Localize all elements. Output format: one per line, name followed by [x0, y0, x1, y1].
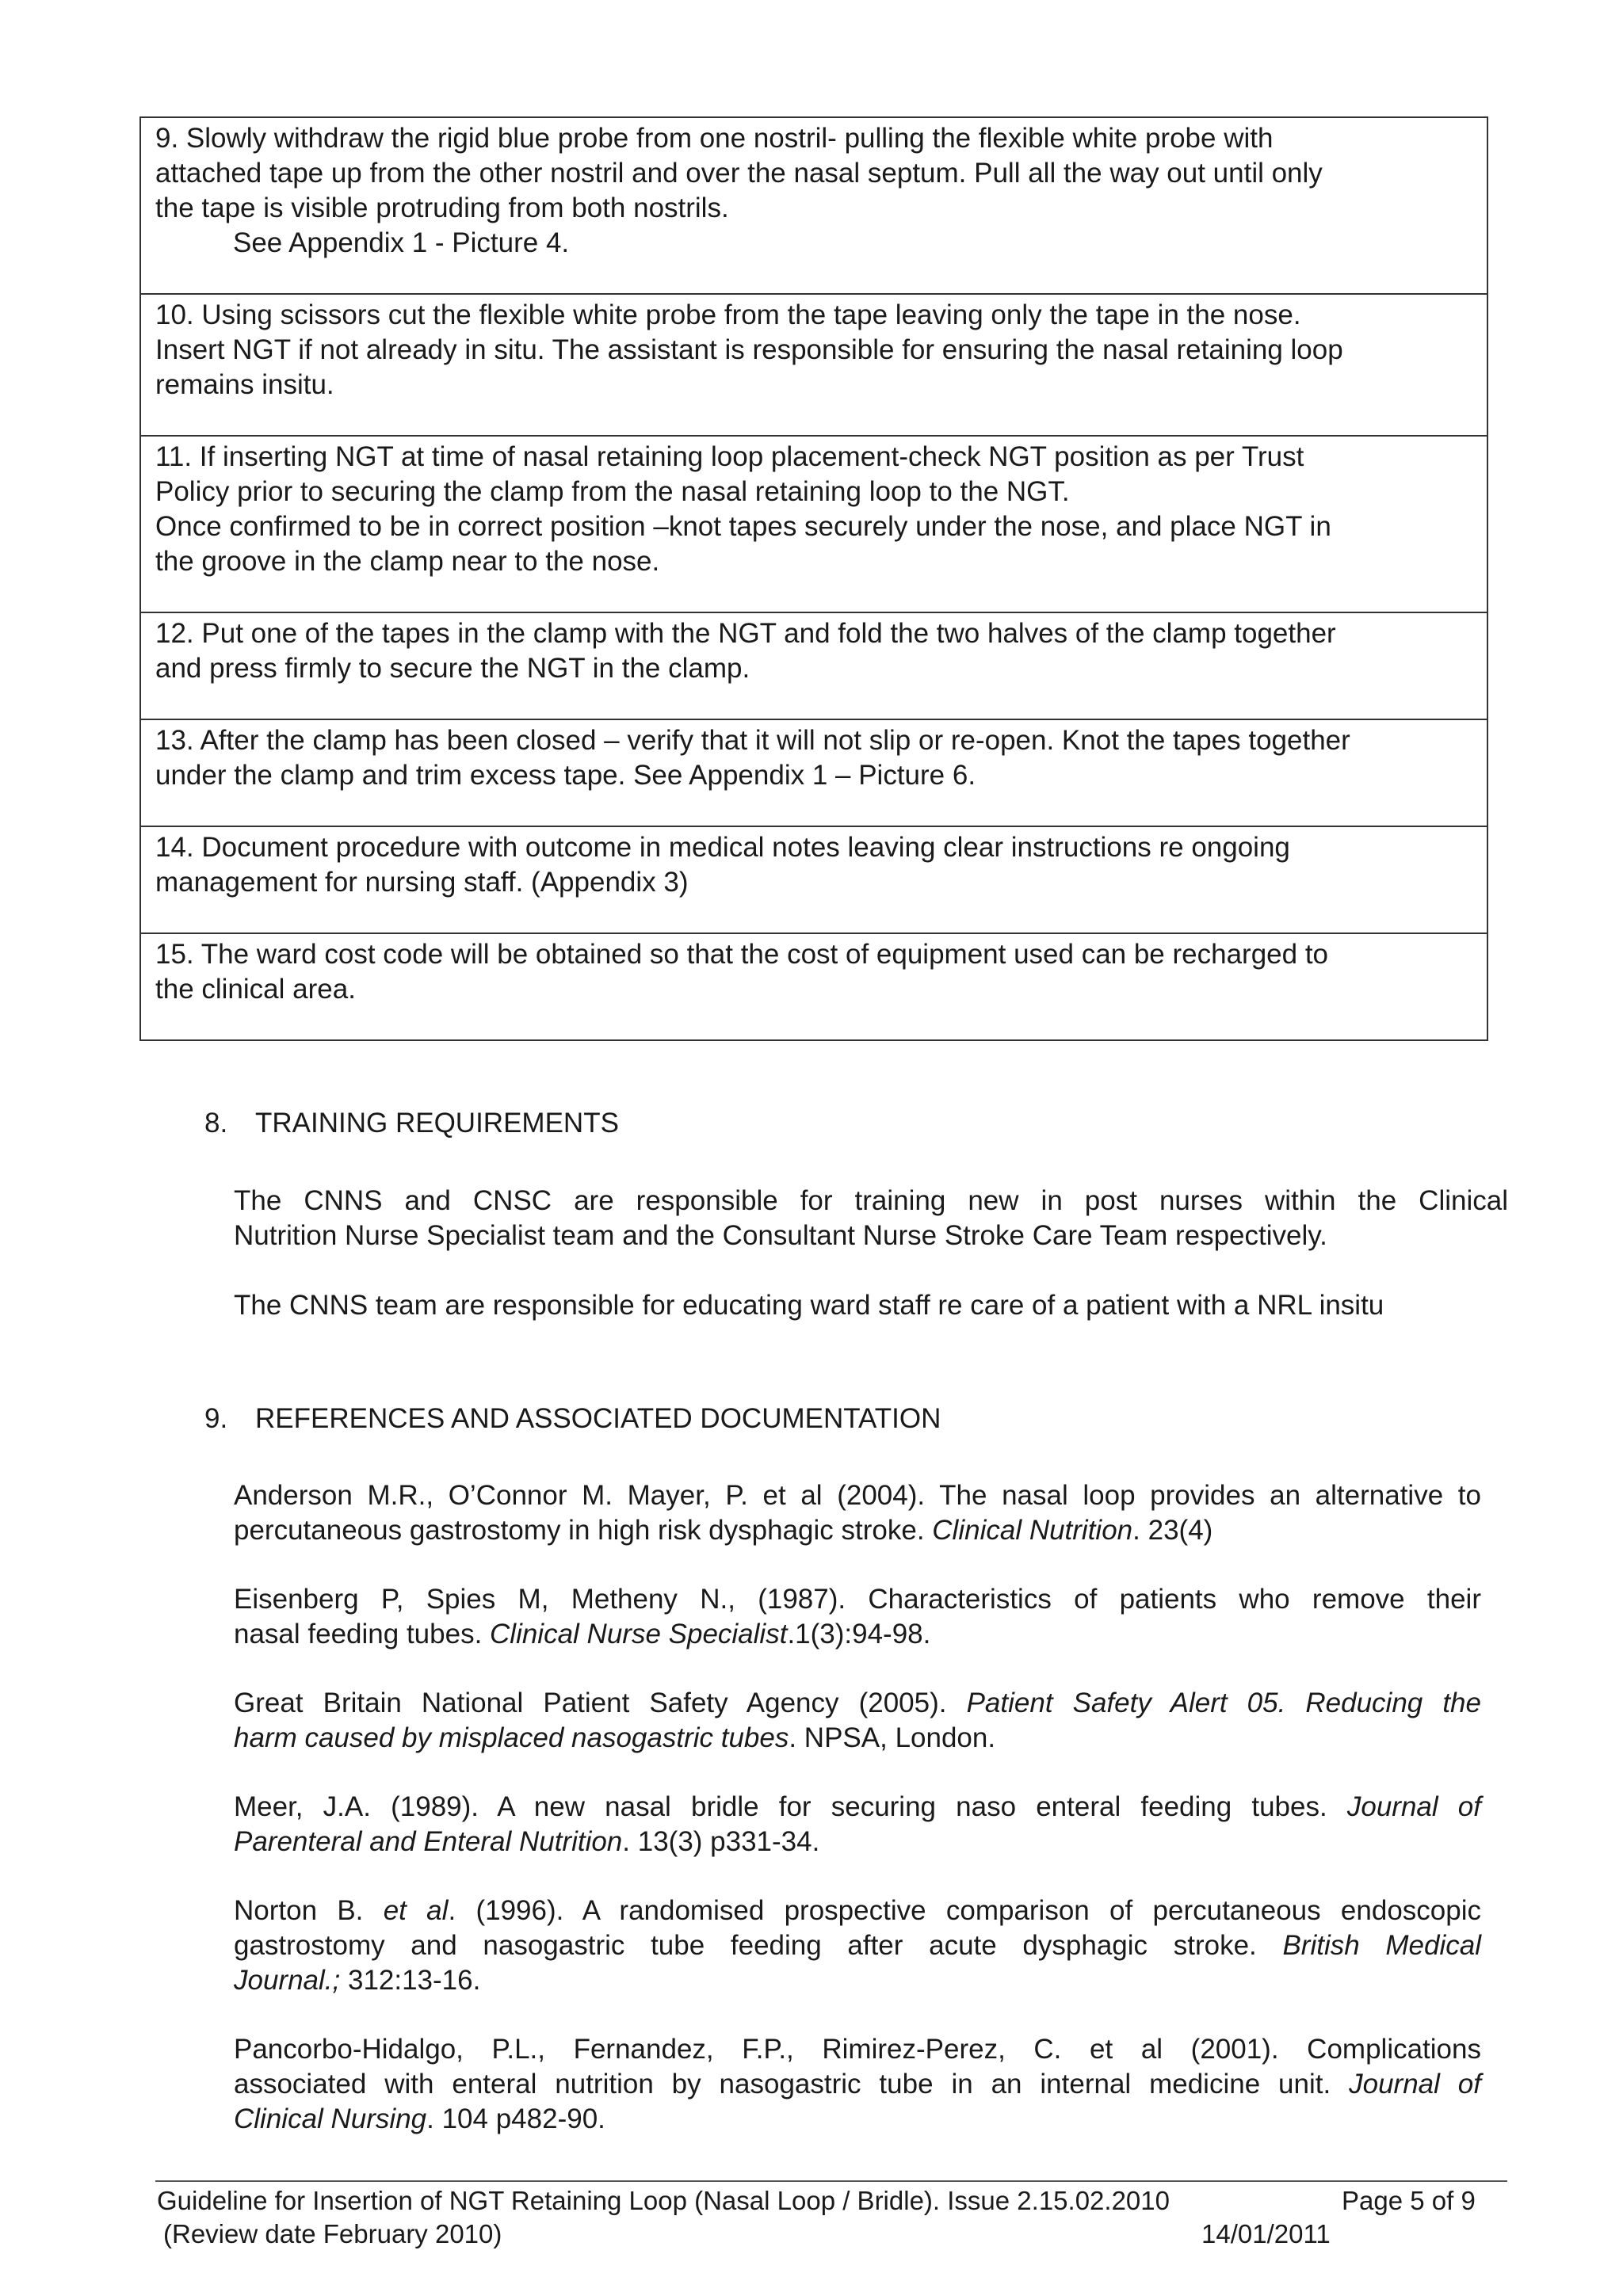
- section-title: TRAINING REQUIREMENTS: [255, 1108, 619, 1138]
- step-10-line-3: remains insitu.: [155, 369, 334, 400]
- step-row-14: [140, 826, 1487, 933]
- reference-npsa: [234, 1686, 1481, 1756]
- reference-line: Journal.; 312:13-16.: [234, 1965, 481, 1996]
- step-9-line-2: attached tape up from the other nostril and over the nasal septum. Pull all the way out until only: [155, 158, 1323, 189]
- step-row-9: [140, 117, 1487, 294]
- step-9-appendix-note: See Appendix 1 - Picture 4.: [233, 227, 570, 258]
- step-9-line-3: the tape is visible protruding from both nostrils.: [155, 193, 729, 223]
- journal-title: Clinical Nurse Specialist: [490, 1619, 788, 1650]
- reference-line: associated with enteral nutrition by nasogastric tube in an internal medicine unit. Journal of: [234, 2069, 1481, 2100]
- section-number: 9.: [204, 1403, 228, 1434]
- step-row-10: [140, 294, 1487, 436]
- training-paragraph-2: [234, 1288, 1508, 1323]
- publication-title: Patient Safety Alert 05. Reducing the: [966, 1688, 1481, 1718]
- reference-line: nasal feeding tubes. Clinical Nurse Specialist.1(3):94-98.: [234, 1619, 931, 1650]
- reference-line: gastrostomy and nasogastric tube feeding after acute dysphagic stroke. British Medical: [234, 1930, 1481, 1961]
- reference-pancorbo: [234, 2032, 1481, 2137]
- step-cell-12: [140, 612, 1487, 719]
- step-cell-13: [140, 719, 1487, 826]
- journal-title: Clinical Nutrition: [932, 1515, 1133, 1546]
- journal-title: Journal of: [1349, 2069, 1481, 2100]
- section-title: REFERENCES AND ASSOCIATED DOCUMENTATION: [255, 1403, 941, 1434]
- reference-line: Clinical Nursing. 104 p482-90.: [234, 2103, 605, 2134]
- reference-line: Great Britain National Patient Safety Agency (2005). Patient Safety Alert 05. Reducing the: [234, 1688, 1481, 1718]
- footer-date: 14/01/2011: [1201, 2219, 1331, 2248]
- journal-title: Parenteral and Enteral Nutrition: [234, 1826, 623, 1857]
- reference-line: harm caused by misplaced nasogastric tubes. NPSA, London.: [234, 1722, 996, 1753]
- step-cell-15: [140, 933, 1487, 1040]
- reference-line: Anderson M.R., O’Connor M. Mayer, P. et al (2004). The nasal loop provides an alternative to: [234, 1480, 1481, 1511]
- paragraph-line: Nutrition Nurse Specialist team and the Consultant Nurse Stroke Care Team respectively.: [234, 1220, 1327, 1251]
- reference-line: Pancorbo-Hidalgo, P.L., Fernandez, F.P., Rimirez-Perez, C. et al (2001). Complications: [234, 2034, 1481, 2065]
- step-cell-10: [140, 294, 1487, 436]
- step-12-line-2: and press firmly to secure the NGT in the clamp.: [155, 653, 750, 684]
- publication-title: harm caused by misplaced nasogastric tubes: [234, 1722, 789, 1753]
- step-11-line-4: the groove in the clamp near to the nose.: [155, 546, 660, 577]
- step-9-line-1: 9. Slowly withdraw the rigid blue probe from one nostril- pulling the flexible white probe with: [155, 123, 1274, 154]
- reference-meer: [234, 1790, 1481, 1859]
- section-heading-references: [204, 1402, 941, 1436]
- journal-title: British Medical: [1282, 1930, 1481, 1961]
- section-heading-training: [204, 1106, 619, 1141]
- step-cell-9: [140, 117, 1487, 294]
- step-15-line-2: the clinical area.: [155, 974, 356, 1005]
- step-row-13: [140, 719, 1487, 826]
- step-11-line-2: Policy prior to securing the clamp from the nasal retaining loop to the NGT.: [155, 476, 1070, 507]
- step-12-line-1: 12. Put one of the tapes in the clamp with the NGT and fold the two halves of the clamp together: [155, 618, 1336, 649]
- training-paragraph-1: [234, 1184, 1508, 1253]
- step-11-line-3: Once confirmed to be in correct position –knot tapes securely under the nose, and place NGT in: [155, 511, 1331, 542]
- step-10-line-1: 10. Using scissors cut the flexible white probe from the tape leaving only the tape in the nose.: [155, 299, 1301, 330]
- footer-document-title: Guideline for Insertion of NGT Retaining Loop (Nasal Loop / Bridle). Issue 2.15.02.2010: [157, 2186, 1170, 2215]
- section-number: 8.: [204, 1108, 228, 1138]
- reference-anderson: [234, 1478, 1481, 1548]
- journal-title: Journal of: [1346, 1791, 1481, 1822]
- step-10-line-2: Insert NGT if not already in situ. The assistant is responsible for ensuring the nasal retaining loop: [155, 334, 1343, 365]
- journal-title: Clinical Nursing: [234, 2103, 427, 2134]
- reference-line: Eisenberg P, Spies M, Metheny N., (1987). Characteristics of patients who remove their: [234, 1584, 1481, 1615]
- step-row-15: [140, 933, 1487, 1040]
- step-11-line-1: 11. If inserting NGT at time of nasal retaining loop placement-check NGT position as per Trust: [155, 441, 1304, 472]
- footer-review-date: (Review date February 2010): [163, 2219, 502, 2248]
- step-13-line-2: under the clamp and trim excess tape. See Appendix 1 – Picture 6.: [155, 760, 976, 791]
- footer-divider: [155, 2180, 1507, 2182]
- step-cell-14: [140, 826, 1487, 933]
- step-13-line-1: 13. After the clamp has been closed – verify that it will not slip or re-open. Knot the tapes together: [155, 725, 1350, 756]
- footer-page-number: Page 5 of 9: [1342, 2186, 1476, 2215]
- step-row-11: [140, 436, 1487, 612]
- step-cell-11: [140, 436, 1487, 612]
- step-15-line-1: 15. The ward cost code will be obtained so that the cost of equipment used can be recharged to: [155, 939, 1329, 970]
- procedure-steps-table: [139, 116, 1488, 1041]
- paragraph-line: The CNNS and CNSC are responsible for training new in post nurses within the Clinical: [234, 1185, 1508, 1216]
- journal-title: Journal.;: [234, 1965, 341, 1996]
- reference-line: Norton B. et al. (1996). A randomised prospective comparison of percutaneous endoscopic: [234, 1895, 1481, 1926]
- reference-line: Parenteral and Enteral Nutrition. 13(3) p331-34.: [234, 1826, 820, 1857]
- reference-line: percutaneous gastrostomy in high risk dysphagic stroke. Clinical Nutrition. 23(4): [234, 1515, 1213, 1546]
- step-14-line-2: management for nursing staff. (Appendix 3): [155, 867, 689, 898]
- step-14-line-1: 14. Document procedure with outcome in medical notes leaving clear instructions re ongoing: [155, 832, 1290, 863]
- reference-line: Meer, J.A. (1989). A new nasal bridle for securing naso enteral feeding tubes. Journal of: [234, 1791, 1481, 1822]
- reference-eisenberg: [234, 1582, 1481, 1652]
- paragraph-line: The CNNS team are responsible for educating ward staff re care of a patient with a NRL insitu: [234, 1290, 1384, 1321]
- step-row-12: [140, 612, 1487, 719]
- reference-norton: [234, 1894, 1481, 1998]
